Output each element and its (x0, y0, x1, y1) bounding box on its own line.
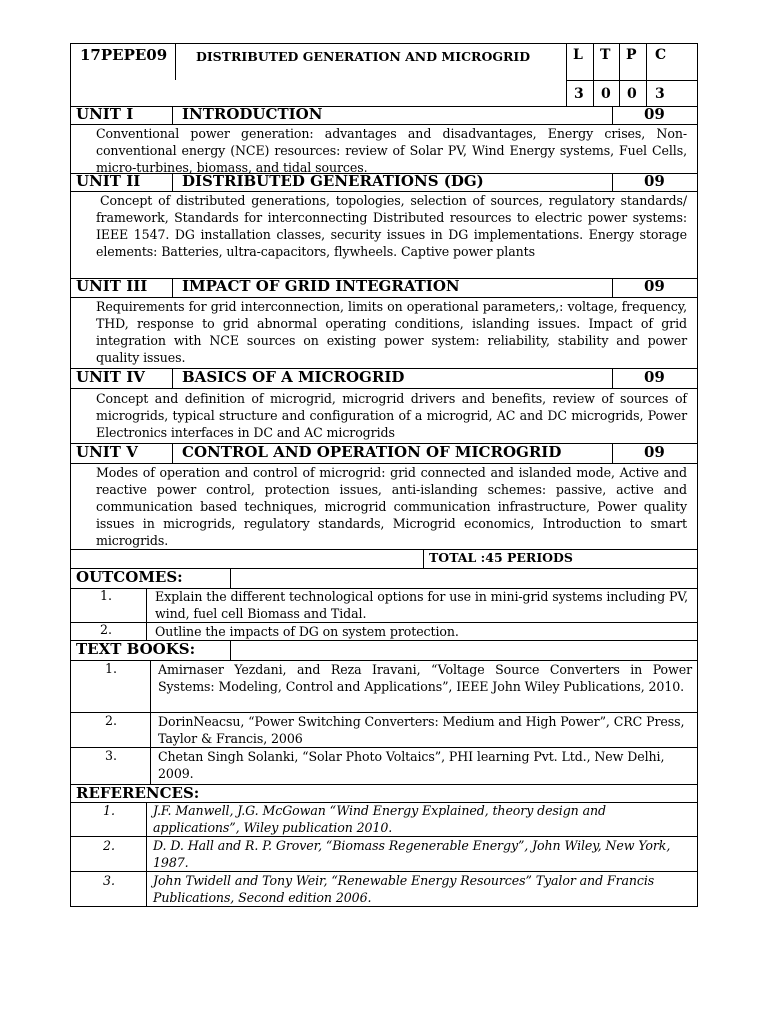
hours-col-line (612, 106, 613, 124)
unit-content: Modes of operation and control of microgrid: grid connected and islanded mode, Active and reactive power control, protection issues, anti-islanding schemes: passive, active and communication based techniques, microgrid communication infrastructure, Power quality issues in microgrids, regulatory standards, Microgrid economics, Introduction to smart microgrids. (96, 465, 687, 548)
unit-col-line (172, 173, 173, 191)
unit-content: Concept of distributed generations, topologies, selection of sources, regulatory standards/ framework, Standards for interconnecting Distributed resources to electric power systems: IEEE 1547. DG installation classes, security issues in DG implementations. Energy storage elements: Batteries, ultra-capacitors, flywheels. Captive power plants (96, 193, 687, 259)
reference-number: 1. (103, 803, 116, 818)
unit-title: DISTRIBUTED GENERATIONS (DG) (182, 172, 484, 190)
section-col-line (230, 640, 231, 660)
num-col-line (146, 588, 147, 640)
unit-hours: 09 (644, 277, 665, 295)
unit-label: UNIT I (76, 105, 134, 123)
header-divider-ltpc (566, 43, 567, 106)
textbook-number: 2. (105, 713, 118, 728)
total-periods: TOTAL :45 PERIODS (429, 550, 573, 565)
row-line (70, 712, 698, 713)
course-title: DISTRIBUTED GENERATION AND MICROGRID (196, 49, 531, 64)
reference-text: D. D. Hall and R. P. Grover, “Biomass Regenerable Energy”, John Wiley, New York, 1987. (153, 838, 671, 870)
unit-label: UNIT II (76, 172, 141, 190)
hours-col-line (612, 368, 613, 388)
textbooks-heading: TEXT BOOKS: (76, 640, 196, 658)
unit-title: IMPACT OF GRID INTEGRATION (182, 277, 460, 295)
unit-col-line (172, 368, 173, 388)
row-line (70, 747, 698, 748)
header-divider-t-p (619, 43, 620, 106)
outcome-text: Explain the different technological options for use in mini-grid systems including PV, wind, fuel cell Biomass and Tidal. (155, 589, 689, 621)
section-col-line (230, 568, 231, 588)
row-line (70, 871, 698, 872)
ltpc-label-l: L (573, 47, 583, 63)
reference-text: J.F. Manwell, J.G. McGowan “Wind Energy Explained, theory design and applications”, Wiley publication 2010. (153, 803, 606, 835)
row-line (70, 622, 698, 623)
textbook-text: Chetan Singh Solanki, “Solar Photo Voltaics”, PHI learning Pvt. Ltd., New Delhi, 2009. (158, 749, 665, 781)
row-line (70, 106, 698, 107)
reference-text: John Twidell and Tony Weir, “Renewable Energy Resources” Tyalor and Francis Publications, Second edition 2006. (153, 873, 655, 905)
num-col-line (146, 802, 147, 907)
reference-number: 3. (103, 873, 116, 888)
num-col-line (150, 660, 151, 784)
unit-content: Conventional power generation: advantages and disadvantages, Energy crises, Non-conventional energy (NCE) resources: review of Solar PV, Wind Energy systems, Fuel Cells, micro-turbines, biomass, and tidal sources. (96, 126, 687, 175)
textbook-number: 3. (105, 748, 118, 763)
unit-title: CONTROL AND OPERATION OF MICROGRID (182, 443, 562, 461)
ltpc-label-p: P (626, 47, 637, 63)
total-col-line (423, 549, 424, 568)
unit-col-line (172, 443, 173, 463)
hours-col-line (612, 278, 613, 297)
unit-label: UNIT V (76, 443, 138, 461)
ltpc-label-t: T (600, 47, 611, 63)
unit-hours: 09 (644, 105, 665, 123)
references-heading: REFERENCES: (76, 784, 200, 802)
course-code: 17PEPE09 (80, 46, 168, 64)
outcome-number: 2. (100, 622, 113, 637)
hours-col-line (612, 173, 613, 191)
ltpc-value-c: 3 (655, 86, 665, 102)
unit-content: Requirements for grid interconnection, limits on operational parameters,: voltage, frequency, THD, response to grid abnormal operating conditions, islanding issues. Impact of grid integration with NCE sources on existing power system: reliability, stability and power quality issues. (96, 299, 687, 365)
unit-label: UNIT III (76, 277, 148, 295)
header-divider-code (175, 43, 176, 80)
row-line (70, 836, 698, 837)
row-line (70, 388, 698, 389)
hours-col-line (612, 443, 613, 463)
ltpc-value-t: 0 (601, 86, 611, 102)
textbook-number: 1. (105, 661, 118, 676)
unit-label: UNIT IV (76, 368, 145, 386)
header-divider-l-t (593, 43, 594, 106)
unit-title: BASICS OF A MICROGRID (182, 368, 405, 386)
unit-hours: 09 (644, 368, 665, 386)
ltpc-label-c: C (655, 47, 667, 63)
textbook-text: Amirnaser Yezdani, and Reza Iravani, “Voltage Source Converters in Power Systems: Modeling, Control and Applications”, IEEE John Wiley Publications, 2010. (158, 662, 692, 694)
header-line-ltpc (566, 80, 698, 81)
header-divider-p-c (646, 43, 647, 106)
outcome-text: Outline the impacts of DG on system protection. (155, 624, 459, 639)
unit-hours: 09 (644, 443, 665, 461)
reference-number: 2. (103, 838, 116, 853)
row-line (70, 660, 698, 661)
ltpc-value-p: 0 (627, 86, 637, 102)
textbook-text: DorinNeacsu, “Power Switching Converters: Medium and High Power”, CRC Press, Taylor & Francis, 2006 (158, 714, 685, 746)
unit-col-line (172, 278, 173, 297)
unit-col-line (172, 106, 173, 124)
ltpc-value-l: 3 (574, 86, 584, 102)
unit-title: INTRODUCTION (182, 105, 323, 123)
unit-hours: 09 (644, 172, 665, 190)
row-line (70, 549, 698, 550)
outcomes-heading: OUTCOMES: (76, 568, 183, 586)
unit-content: Concept and definition of microgrid, microgrid drivers and benefits, review of sources of microgrids, typical structure and configuration of a microgrid, AC and DC microgrids, Power Electronics interfaces in DC and AC microgrids (96, 391, 687, 440)
outcome-number: 1. (100, 588, 113, 603)
